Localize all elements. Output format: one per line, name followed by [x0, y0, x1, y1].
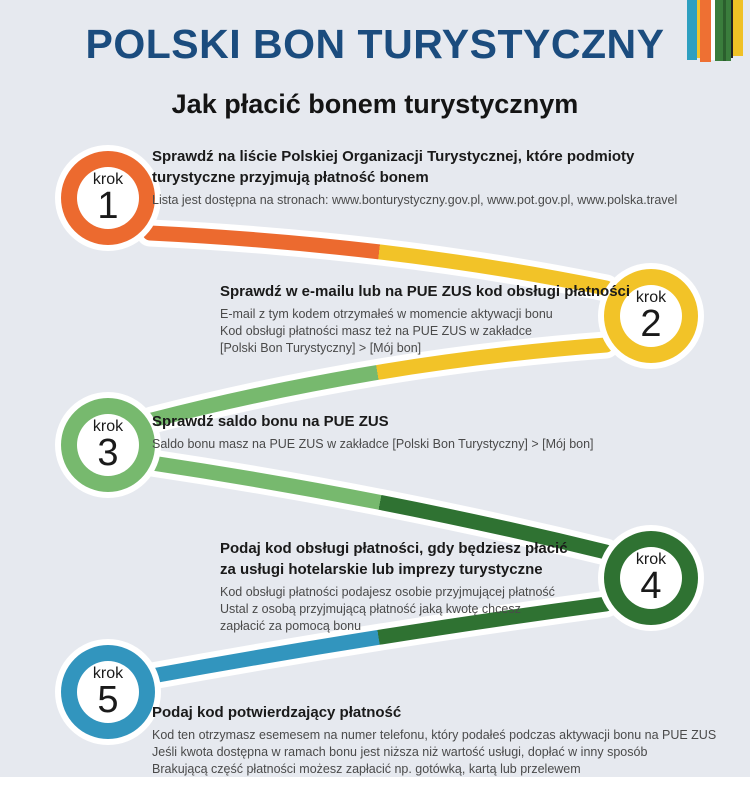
step-title-line: Sprawdź saldo bonu na PUE ZUS — [152, 413, 389, 430]
step-1-badge — [68, 171, 148, 227]
step-label: krok — [92, 418, 124, 435]
step-body-line: Kod obsługi płatności masz też na PUE ZUS w zakładce — [220, 324, 532, 338]
step-3-badge — [68, 418, 148, 474]
step-body-line: [Polski Bon Turystyczny] > [Mój bon] — [220, 341, 422, 355]
stripe — [700, 0, 711, 62]
stripe — [715, 0, 723, 61]
step-label: krok — [92, 665, 124, 682]
step-1-text — [152, 146, 677, 209]
step-label: krok — [635, 551, 667, 568]
step-title-line: za usługi hotelarskie lub imprezy turystyczne — [220, 561, 543, 578]
step-title-line: Sprawdź w e-mailu lub na PUE ZUS kod obsługi płatności — [220, 283, 631, 300]
step-title-line: Podaj kod obsługi płatności, gdy będziesz płacić — [220, 540, 568, 557]
step-body-line: Jeśli kwota dostępna w ramach bonu jest niższa niż wartość usługi, dopłać w inny sposób — [152, 745, 648, 759]
stripe — [733, 0, 743, 56]
step-body-line: Saldo bonu masz na PUE ZUS w zakładce [Polski Bon Turystyczny] > [Mój bon] — [152, 437, 594, 451]
step-body-line: zapłacić za pomocą bonu — [220, 619, 362, 633]
step-2-badge — [611, 289, 691, 345]
step-5-text — [152, 702, 716, 778]
stripe — [687, 0, 697, 60]
step-number: 1 — [97, 185, 119, 227]
connector-1-2 — [150, 233, 606, 288]
step-number: 2 — [640, 303, 662, 345]
step-number: 4 — [640, 565, 662, 607]
step-title-line: Sprawdź na liście Polskiej Organizacji Turystycznej, które podmioty — [152, 148, 635, 165]
step-body-line: Brakującą część płatności możesz zapłacić np. gotówką, kartą lub przelewem — [152, 762, 581, 776]
step-5-badge — [68, 665, 148, 721]
step-label: krok — [92, 171, 124, 188]
step-number: 5 — [97, 679, 119, 721]
step-body-line: Kod ten otrzymasz esemesem na numer telefonu, który podałeś podczas aktywacji bonu na PUE ZUS — [152, 728, 717, 742]
page-subtitle: Jak płacić bonem turystycznym — [171, 89, 579, 119]
step-body-line: E-mail z tym kodem otrzymałeś w momencie aktywacji bonu — [220, 307, 553, 321]
step-title-line: turystyczne przyjmują płatność bonem — [152, 169, 429, 186]
step-4-text — [220, 538, 568, 635]
step-body-line: Lista jest dostępna na stronach: www.bonturystyczny.gov.pl, www.pot.gov.pl, www.polska.travel — [152, 193, 678, 207]
step-label: krok — [635, 289, 667, 306]
step-body-line: Kod obsługi płatności podajesz osobie przyjmującej płatność — [220, 585, 555, 599]
brand-stripes-icon — [687, 0, 743, 62]
page-title: POLSKI BON TURYSTYCZNY — [85, 21, 665, 67]
step-title-line: Podaj kod potwierdzający płatność — [152, 704, 402, 721]
step-3-text — [152, 411, 594, 453]
step-number: 3 — [97, 432, 119, 474]
step-body-line: Ustal z osobą przyjmującą płatność jaką kwotę chcesz — [220, 602, 521, 616]
step-2-text — [220, 281, 630, 357]
step-4-badge — [611, 551, 691, 607]
